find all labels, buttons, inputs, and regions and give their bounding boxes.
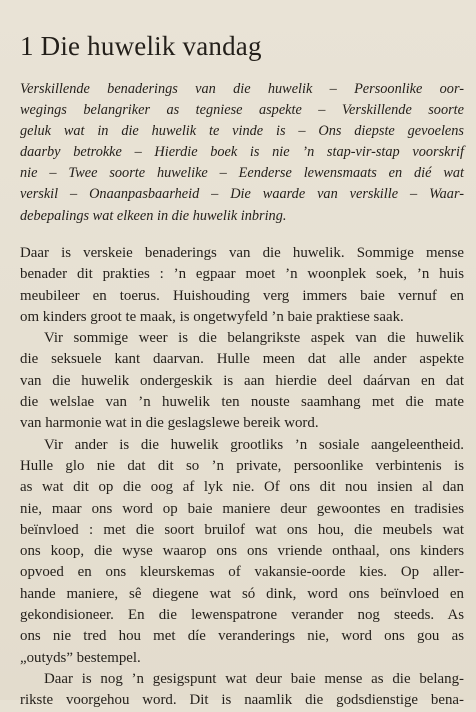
body-line: gekondisioneer. En die lewenspatrone verander nog steeds. As (20, 607, 464, 624)
chapter-title: 1 Die huwelik vandag (20, 31, 262, 61)
summary-line: Verskillende benaderings van die huwelik – Persoonlike oor- (20, 81, 464, 97)
body-line: ons koop, die wyse waarop ons ons vriende onthaal, ons kinders (20, 543, 464, 560)
body-line: beïnvloed : met die soort bruilof wat ons hou, die meubels wat (20, 521, 464, 538)
body-line: benader dit prakties : ’n egpaar moet ’n woonplek soek, ’n huis (20, 266, 464, 283)
summary-line: debepalings wat elkeen in die huwelik inbring. (20, 207, 287, 224)
body-line: van die huwelik ondergeskik is aan hierdie deel daárvan en dat (20, 372, 464, 389)
body-line: rikste voorgehou word. Dit is naamlik die godsdienstige bena- (20, 692, 464, 709)
body-line: „outyds” bestempel. (20, 649, 141, 666)
summary-line: verskil – Onaanpasbaarheid – Die waarde van verskille – Waar- (20, 186, 464, 203)
body-line: nie, maar ons word op baie maniere deur gewoontes en tradisies (20, 500, 464, 517)
body-line: van harmonie wat in die geslagslewe bereik word. (20, 415, 319, 432)
body-line: as wat dit op die oog af lyk nie. Of ons dit nou insien al dan (20, 479, 464, 496)
body-line: meubileer en toerus. Huishouding verg immers baie vernuf en (20, 287, 464, 304)
chapter-body (20, 243, 464, 712)
body-line: Daar is nog ’n gesigspunt wat deur baie mense as die belang- (44, 670, 464, 687)
summary-line: wegings belangriker as tegniese aspekte – Verskillende soorte (20, 102, 464, 119)
body-line: die seksuele kant daarvan. Hulle meen dat alle ander aspekte (20, 351, 464, 368)
body-line: hande maniere, sê diegene wat só dink, word ons beïnvloed en (20, 585, 464, 602)
summary-line: daarby betrokke – Hierdie boek is nie ’n stap-vir-stap voorskrif (20, 144, 464, 161)
body-line: Daar is verskeie benaderings van die huwelik. Sommige mense (20, 245, 464, 261)
chapter-summary (20, 79, 464, 227)
body-line: Vir ander is die huwelik grootliks ’n sosiale aangeleentheid. (44, 436, 464, 453)
body-line: die welslae van ’n huwelik ten nouste saamhang met die mate (20, 394, 464, 411)
body-line: ons nie tred hou met díe veranderings nie, word ons gou as (20, 628, 464, 645)
body-line: Vir sommige weer is die belangrikste aspek van die huwelik (44, 330, 464, 347)
body-line: om kinders groot te maak, is ongetwyfeld ’n baie praktiese saak. (20, 308, 404, 325)
summary-line: nie – Twee soorte huwelike – Eenderse lewensmaats en dié wat (20, 165, 464, 182)
body-line: opvoed en ons kleurskemas of vakansie-oorde kies. Op aller- (20, 564, 464, 581)
body-line: Hulle glo nie dat dit so ’n private, persoonlike verbintenis is (20, 457, 464, 474)
summary-line: geluk wat in die huwelik te vinde is – Ons diepste gevoelens (20, 123, 464, 140)
